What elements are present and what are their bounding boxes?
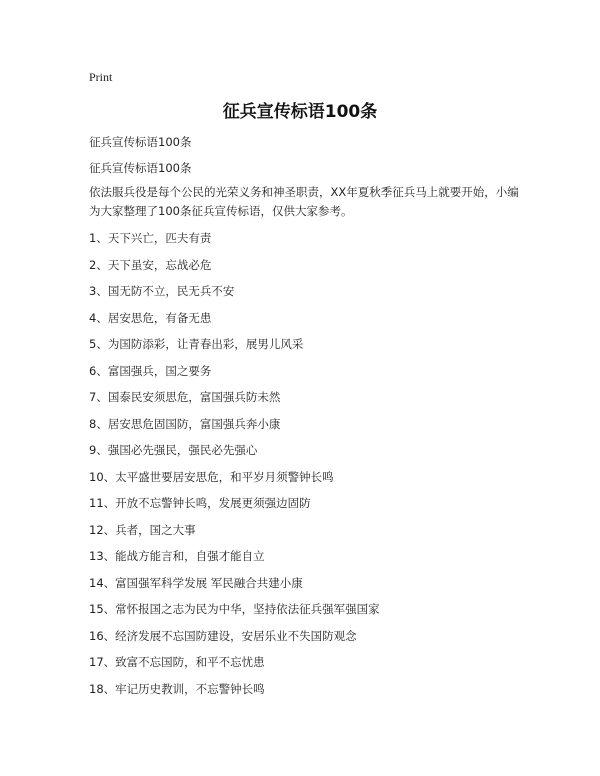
- list-item: 4、居安思危，有备无患: [89, 310, 212, 325]
- list-item: 10、太平盛世要居安思危，和平岁月须警钟长鸣: [89, 469, 334, 484]
- list-item: 11、开放不忘警钟长鸣，发展更须强边固防: [89, 496, 311, 510]
- list-item: 2、天下虽安，忘战必危: [89, 257, 212, 272]
- list-item: 7、国泰民安须思危，富国强兵防未然: [89, 390, 281, 404]
- intro-paragraph: 依法服兵役是每个公民的光荣义务和神圣职责，XX年夏秋季征兵马上就要开始，小编为大家整理了100条征兵宣传标语，仅供大家参考。: [89, 185, 519, 218]
- list-item: 14、富国强军科学发展 军民融合共建小康: [89, 575, 303, 590]
- list-item: 18、牢记历史教训，不忘警钟长鸣: [89, 681, 265, 696]
- list-item: 15、常怀报国之志为民为中华，坚持依法征兵强军强国家: [89, 602, 380, 616]
- print-link[interactable]: Print: [89, 70, 113, 84]
- list-item: 3、国无防不立，民无兵不安: [89, 284, 235, 298]
- document-title: 征兵宣传标语100条: [222, 102, 378, 122]
- list-item: 13、能战方能言和，自强才能自立: [89, 549, 265, 563]
- list-item: 17、致富不忘国防，和平不忘忧患: [89, 655, 265, 669]
- list-item: 12、兵者，国之大事: [89, 522, 196, 537]
- list-item: 1、天下兴亡，匹夫有责: [89, 231, 212, 245]
- list-item: 9、强国必先强民，强民必先强心: [89, 443, 258, 457]
- subtitle-1: 征兵宣传标语100条: [89, 135, 192, 149]
- list-item: 5、为国防添彩，让青春出彩，展男儿风采: [89, 337, 304, 351]
- list-item: 8、居安思危固国防，富国强兵奔小康: [89, 416, 281, 431]
- list-item: 6、富国强兵，国之要务: [89, 363, 212, 378]
- list-item: 16、经济发展不忘国防建设，安居乐业不失国防观念: [89, 628, 357, 643]
- subtitle-2: 征兵宣传标语100条: [89, 161, 192, 175]
